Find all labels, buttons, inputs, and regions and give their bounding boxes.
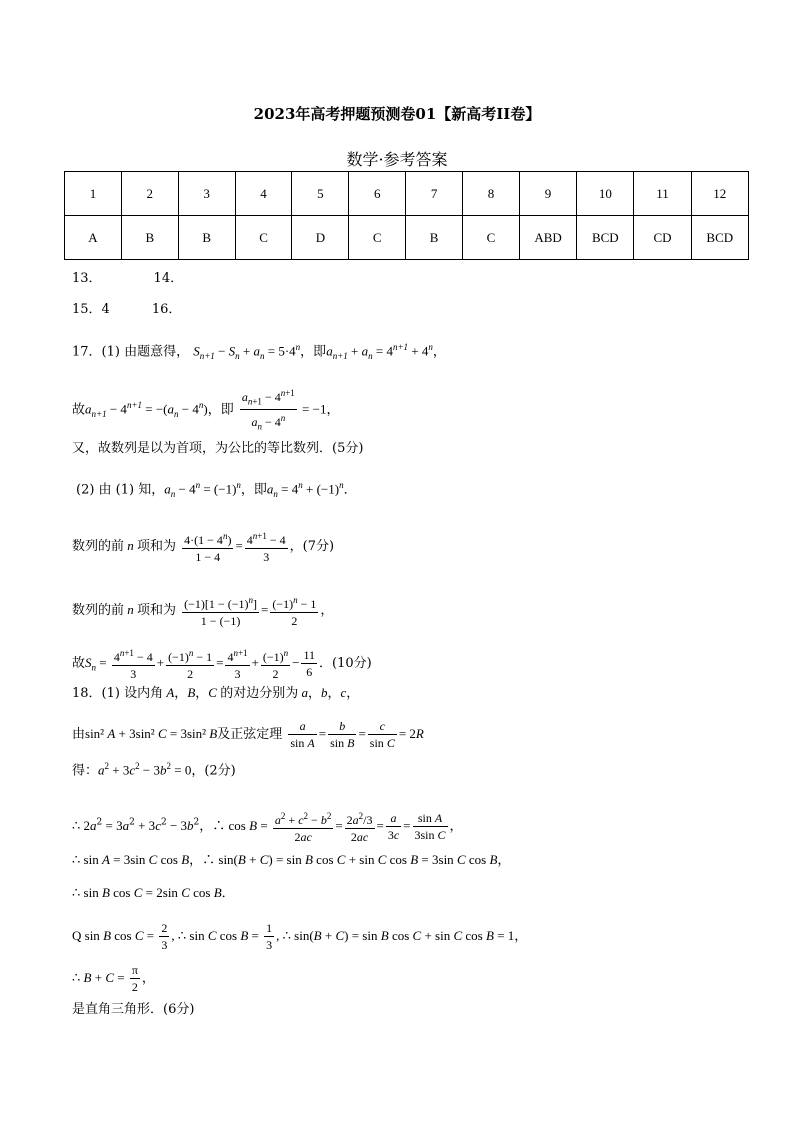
table-cell: 12 xyxy=(691,172,748,216)
table-cell: D xyxy=(292,216,349,260)
solution-18-line-3: 得：$a^2 + 3c^2 - 3b^2 = 0$，(2分) xyxy=(72,761,236,779)
fill-blank-13-14: 13． 14． xyxy=(72,271,184,286)
solution-17-line-4: (2) 由 (1) 知，$a_n - 4^n = (-1)^n$，即$a_n = 4^n + (-1)^n$． xyxy=(76,480,357,499)
solution-17-line-3: 又，故数列是以为首项，为公比的等比数列．(5分) xyxy=(72,441,364,456)
solution-18-line-9: 是直角三角形．(6分) xyxy=(72,1002,195,1017)
solution-17-line-7: 故$S_n$ = $\frac{4^{n+1} - 4}{3}$ + $\frac{(-1)^n - 1}{2}$ = $\frac{4^{n+1}}{3}$ + $\frac{(-1)^n}{2}$ − $\frac{11}{6}$ ．(10分) xyxy=(72,645,372,682)
table-cell: 1 xyxy=(65,172,122,216)
table-cell: 5 xyxy=(292,172,349,216)
answer-table xyxy=(64,171,749,260)
solution-17-line-2: 故$a_{n+1} - 4^{n+1} = -(a_n - 4^n)$，即 $\frac{a_{n+1} - 4^{n+1}}{a_n - 4^n}$ = −1， xyxy=(72,385,339,435)
fill-blank-15-16: 15．4 16． xyxy=(72,302,182,317)
solution-18-line-1: 18．(1) 设内角 A，B，C 的对边分别为 a，b，c， xyxy=(72,685,360,701)
table-cell: BCD xyxy=(691,216,748,260)
page-subtitle: 数学·参考答案 xyxy=(346,150,448,169)
table-cell: 8 xyxy=(463,172,520,216)
question-number-row xyxy=(65,172,749,216)
table-cell: 7 xyxy=(406,172,463,216)
solution-18-line-4: ∴ $2a^2 = 3a^2 + 3c^2 - 3b^2$，∴ cos B = $\frac{a^2 + c^2 - b^2}{2ac}$ = $\frac{2a^2/3}{2ac}$ = $\frac{a}{3c}$ = $\frac{\text{sin A}}{\text{3sin C}}$ ， xyxy=(72,808,463,845)
table-cell: 10 xyxy=(577,172,634,216)
solution-18-line-2: 由sin² A + 3sin² C = 3sin² B及正弦定理 $\frac{a}{\text{sin A}}$ = $\frac{b}{\text{sin B}}$ = $\frac{c}{\text{sin C}}$ = 2R xyxy=(72,719,424,750)
table-cell: 3 xyxy=(178,172,235,216)
solution-18-line-6: ∴ sin B cos C = 2sin C cos B． xyxy=(72,885,235,900)
table-cell: B xyxy=(121,216,178,260)
solution-18-line-7: Q sin B cos C = $\frac{2}{3}$ , ∴ sin C cos B = $\frac{1}{3}$ , ∴ sin(B + C) = sin B cos C + sin C cos B = 1， xyxy=(72,921,528,952)
table-cell: 2 xyxy=(121,172,178,216)
solution-17-line-6: 数列的前 n 项和为 $\frac{(-1)[1 - (-1)^n]}{1 - (-1)}$ = $\frac{(-1)^n - 1}{2}$ ， xyxy=(72,592,333,629)
answer-row xyxy=(65,216,749,260)
table-cell: A xyxy=(65,216,122,260)
table-cell: 9 xyxy=(519,172,576,216)
solution-18-line-8: ∴ B + C = $\frac{\pi}{2}$ ， xyxy=(72,963,155,994)
table-cell: 6 xyxy=(349,172,406,216)
solution-18-line-5: ∴ sin A = 3sin C cos B，∴ sin(B + C) = sin B cos C + sin C cos B = 3sin C cos B， xyxy=(72,852,511,867)
table-cell: CD xyxy=(634,216,691,260)
solution-17-line-5: 数列的前 n 项和为 $\frac{4\cdot(1 - 4^n)}{1 - 4}$ = $\frac{4^{n+1} - 4}{3}$ ，(7分) xyxy=(72,528,334,565)
page-title: 2023年高考押题预测卷01【新高考II卷】 xyxy=(253,105,541,123)
table-cell: B xyxy=(406,216,463,260)
table-cell: C xyxy=(463,216,520,260)
solution-17-line-1: 17．(1) 由题意得， $S_{n+1} - S_n + a_n = 5\cdot 4^n$，即$a_{n+1} + a_n = 4^{n+1} + 4^n$， xyxy=(72,342,446,361)
table-cell: C xyxy=(349,216,406,260)
table-cell: B xyxy=(178,216,235,260)
table-cell: 11 xyxy=(634,172,691,216)
table-cell: ABD xyxy=(519,216,576,260)
table-cell: C xyxy=(235,216,292,260)
table-cell: BCD xyxy=(577,216,634,260)
table-cell: 4 xyxy=(235,172,292,216)
